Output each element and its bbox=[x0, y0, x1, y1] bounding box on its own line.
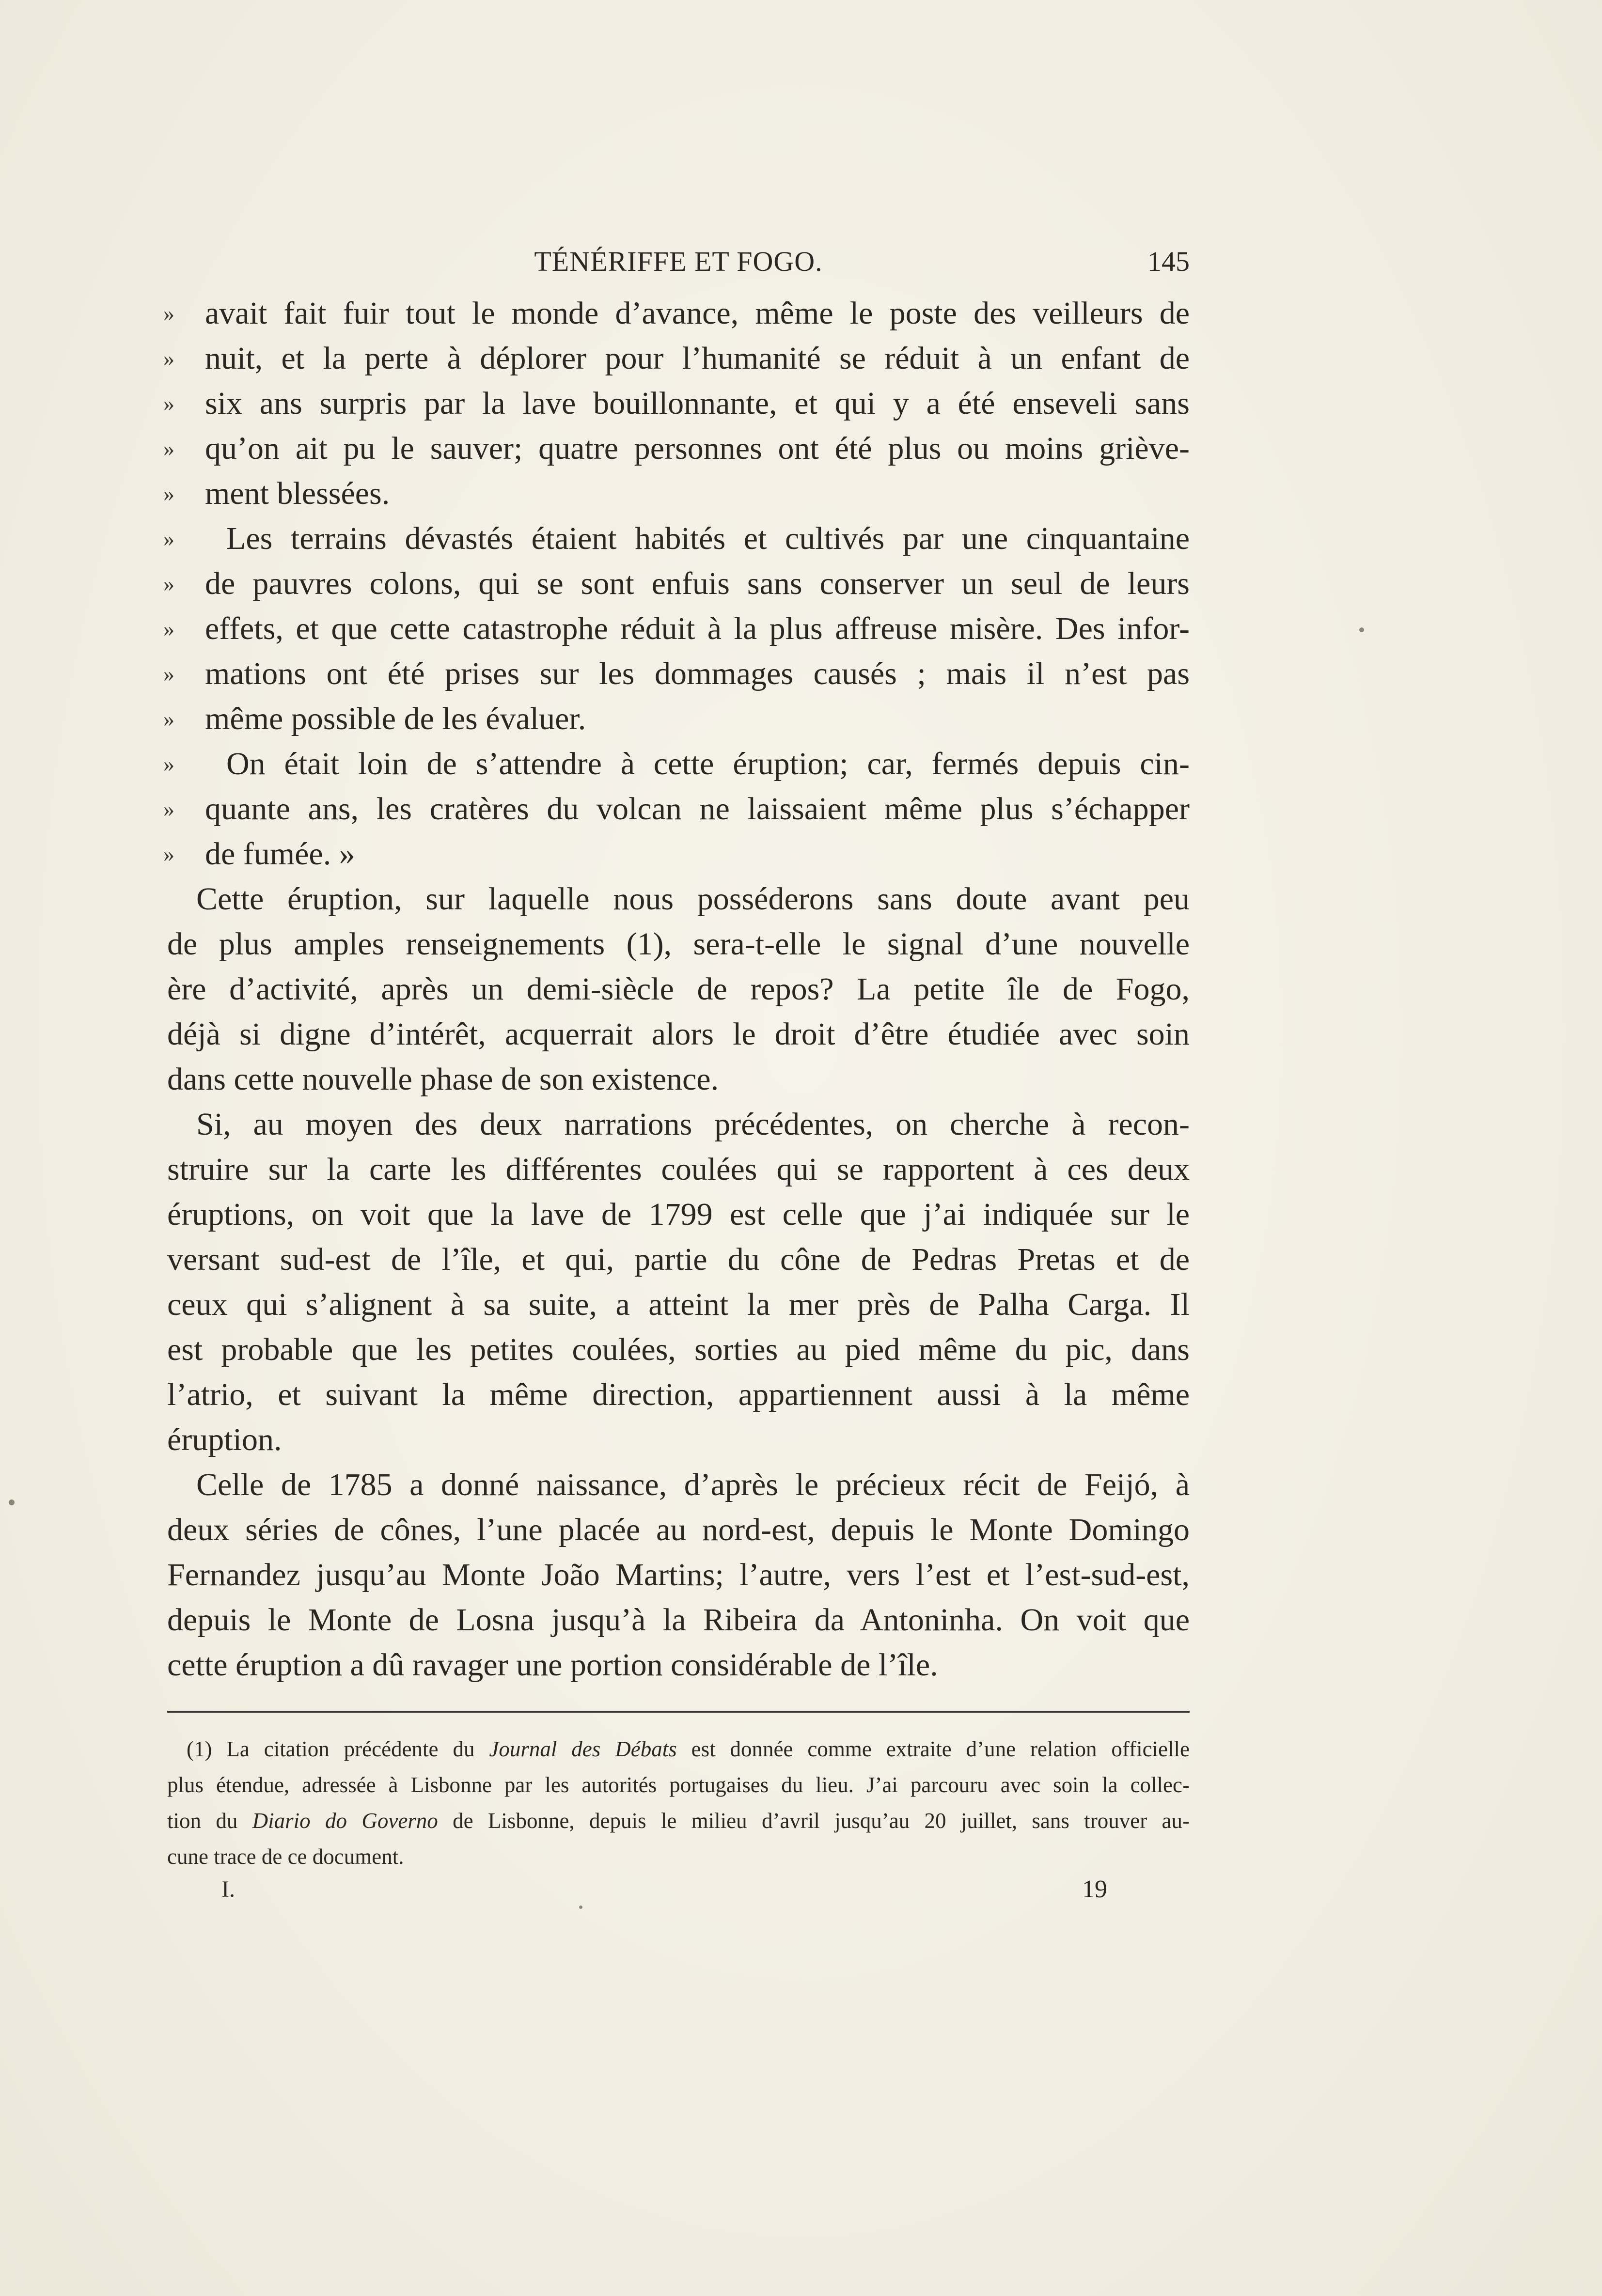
text-line bbox=[163, 741, 1190, 786]
text-line bbox=[167, 876, 1190, 922]
footnote-line bbox=[167, 1803, 1190, 1839]
footnote-line-content: cune trace de ce document. bbox=[167, 1844, 404, 1869]
body-text bbox=[163, 291, 1190, 1687]
quotation-mark: » bbox=[163, 391, 174, 416]
text-line-content: l’atrio, et suivant la même direction, appartiennent aussi à la même bbox=[167, 1377, 1190, 1412]
text-line bbox=[163, 651, 1190, 696]
text-line-content: depuis le Monte de Losna jusqu’à la Ribeira da Antoninha. On voit que bbox=[167, 1602, 1190, 1638]
text-line-content: éruptions, on voit que la lave de 1799 est celle que j’ai indiquée sur le bbox=[167, 1197, 1190, 1232]
footnote-line bbox=[167, 1839, 1190, 1874]
text-line-content: avait fait fuir tout le monde d’avance, même le poste des veilleurs de bbox=[205, 296, 1190, 331]
quotation-mark: » bbox=[163, 661, 174, 686]
quotation-mark: » bbox=[163, 842, 174, 866]
signature-mark: I. bbox=[221, 1876, 235, 1902]
footnote-line bbox=[167, 1767, 1190, 1803]
page-footer bbox=[167, 1870, 1190, 1909]
text-line-content: dans cette nouvelle phase de son existence. bbox=[167, 1062, 719, 1097]
text-line bbox=[167, 967, 1190, 1012]
text-line-content: versant sud-est de l’île, et qui, partie du cône de Pedras Pretas et de bbox=[167, 1242, 1190, 1277]
text-line-content: six ans surpris par la lave bouillonnante, et qui y a été enseveli sans bbox=[205, 386, 1190, 421]
quotation-mark: » bbox=[163, 706, 174, 731]
text-line bbox=[167, 1552, 1190, 1597]
text-line bbox=[163, 516, 1190, 561]
text-line bbox=[167, 1192, 1190, 1237]
text-line bbox=[163, 831, 1190, 876]
text-line-content: quante ans, les cratères du volcan ne laissaient même plus s’échapper bbox=[205, 791, 1190, 827]
text-line-content: Si, au moyen des deux narrations précédentes, on cherche à recon- bbox=[196, 1107, 1190, 1142]
quotation-mark: » bbox=[163, 481, 174, 506]
quotation-mark: » bbox=[163, 751, 174, 776]
footnote-line bbox=[167, 1731, 1190, 1767]
text-line bbox=[163, 336, 1190, 381]
text-line-content: de plus amples renseignements (1), sera-t-elle le signal d’une nouvelle bbox=[167, 926, 1190, 962]
text-line-content: déjà si digne d’intérêt, acquerrait alors le droit d’être étudiée avec soin bbox=[167, 1016, 1190, 1052]
footnote-rule bbox=[167, 1711, 1190, 1713]
footnote bbox=[167, 1731, 1190, 1874]
text-line bbox=[163, 696, 1190, 741]
footnote-line-content: tion du Diario do Governo de Lisbonne, depuis le milieu d’avril jusqu’au 20 juillet, sans trouver au- bbox=[167, 1809, 1190, 1833]
italic-title: Diario do Governo bbox=[252, 1809, 438, 1833]
quotation-mark: » bbox=[163, 526, 174, 551]
text-line bbox=[163, 426, 1190, 471]
text-line-content: deux séries de cônes, l’une placée au nord-est, depuis le Monte Domingo bbox=[167, 1512, 1190, 1547]
text-line bbox=[167, 1597, 1190, 1642]
text-line-content: de pauvres colons, qui se sont enfuis sans conserver un seul de leurs bbox=[205, 566, 1190, 601]
text-line-content: ment blessées. bbox=[205, 476, 390, 511]
paper-speck bbox=[9, 1499, 15, 1505]
text-line bbox=[167, 1327, 1190, 1372]
text-line-content: On était loin de s’attendre à cette éruption; car, fermés depuis cin- bbox=[226, 746, 1190, 781]
text-line-content: est probable que les petites coulées, sorties au pied même du pic, dans bbox=[167, 1332, 1190, 1367]
text-line bbox=[167, 1417, 1190, 1462]
text-line-content: ceux qui s’alignent à sa suite, a atteint la mer près de Palha Carga. Il bbox=[167, 1287, 1190, 1322]
running-header bbox=[167, 242, 1190, 281]
text-line bbox=[167, 1507, 1190, 1552]
quotation-mark: » bbox=[163, 616, 174, 641]
text-line-content: Cette éruption, sur laquelle nous posséderons sans doute avant peu bbox=[196, 881, 1190, 917]
running-title: TÉNÉRIFFE ET FOGO. bbox=[534, 246, 823, 277]
text-line bbox=[167, 1372, 1190, 1417]
text-line bbox=[163, 606, 1190, 651]
text-line bbox=[167, 1012, 1190, 1057]
text-line-content: ère d’activité, après un demi-siècle de repos? La petite île de Fogo, bbox=[167, 971, 1190, 1007]
footnote-line-content: plus étendue, adressée à Lisbonne par les autorités portugaises du lieu. J’ai parcouru avec soin la collec- bbox=[167, 1773, 1190, 1797]
gathering-number: 19 bbox=[1082, 1875, 1107, 1903]
italic-title: Journal des Débats bbox=[489, 1737, 677, 1761]
text-line-content: même possible de les évaluer. bbox=[205, 701, 586, 736]
text-line bbox=[163, 561, 1190, 606]
text-line bbox=[167, 1057, 1190, 1102]
text-line bbox=[167, 922, 1190, 967]
text-line-content: qu’on ait pu le sauver; quatre personnes ont été plus ou moins griève- bbox=[205, 431, 1190, 466]
paper-speck bbox=[1359, 627, 1364, 632]
text-line-content: effets, et que cette catastrophe réduit à la plus affreuse misère. Des infor- bbox=[205, 611, 1190, 646]
text-line bbox=[163, 786, 1190, 831]
text-line bbox=[167, 1282, 1190, 1327]
text-line-content: Fernandez jusqu’au Monte João Martins; l’autre, vers l’est et l’est-sud-est, bbox=[167, 1557, 1190, 1593]
text-line-content: éruption. bbox=[167, 1422, 282, 1457]
text-line-content: cette éruption a dû ravager une portion considérable de l’île. bbox=[167, 1647, 938, 1683]
text-line bbox=[163, 381, 1190, 426]
text-line bbox=[167, 1237, 1190, 1282]
quotation-mark: » bbox=[163, 797, 174, 821]
quotation-mark: » bbox=[163, 436, 174, 461]
text-line bbox=[163, 471, 1190, 516]
text-line-content: Les terrains dévastés étaient habités et cultivés par une cinquantaine bbox=[226, 521, 1190, 556]
text-line-content: nuit, et la perte à déplorer pour l’humanité se réduit à un enfant de bbox=[205, 341, 1190, 376]
page-number: 145 bbox=[1147, 246, 1190, 277]
quotation-mark: » bbox=[163, 301, 174, 326]
text-line bbox=[167, 1462, 1190, 1507]
text-line bbox=[167, 1642, 1190, 1687]
text-line-content: mations ont été prises sur les dommages causés ; mais il n’est pas bbox=[205, 656, 1190, 691]
text-line bbox=[163, 291, 1190, 336]
text-line bbox=[167, 1147, 1190, 1192]
quotation-mark: » bbox=[163, 571, 174, 596]
text-line-content: struire sur la carte les différentes coulées qui se rapportent à ces deux bbox=[167, 1152, 1190, 1187]
text-line-content: de fumée. » bbox=[205, 836, 355, 872]
footnote-line-content: (1) La citation précédente du Journal des Débats est donnée comme extraite d’une relation officielle bbox=[187, 1737, 1190, 1761]
paper-speck bbox=[579, 1906, 582, 1909]
text-line-content: Celle de 1785 a donné naissance, d’après le précieux récit de Feijó, à bbox=[196, 1467, 1190, 1502]
text-line bbox=[167, 1102, 1190, 1147]
quotation-mark: » bbox=[163, 346, 174, 371]
